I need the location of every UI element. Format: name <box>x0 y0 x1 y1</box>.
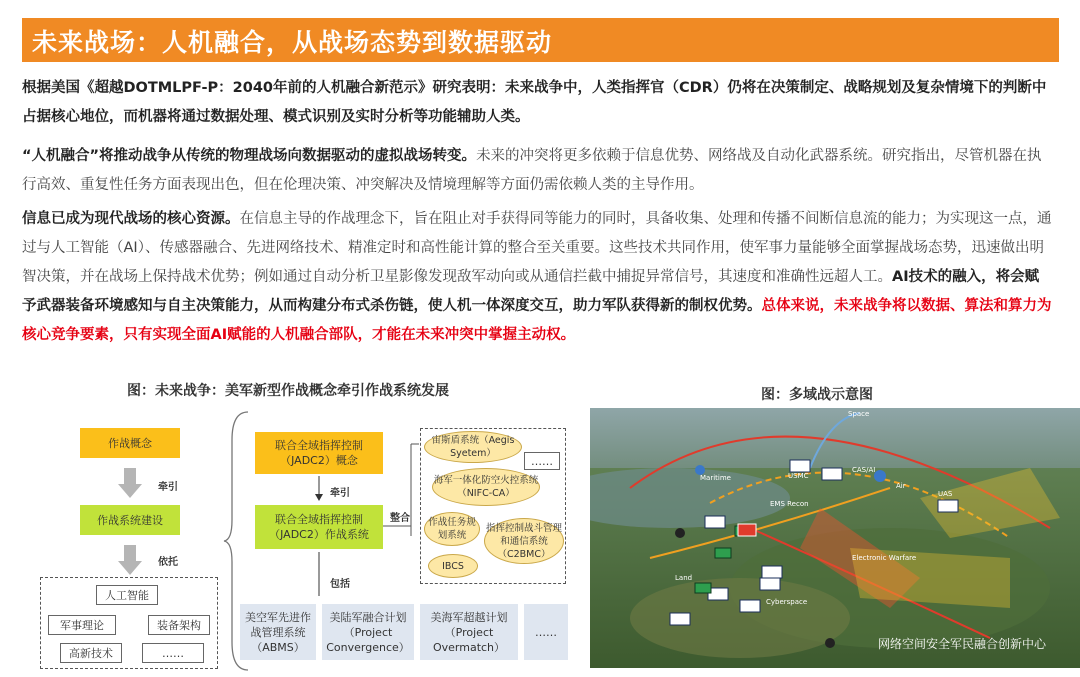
paragraph-3-bold-1: 信息已成为现代战场的核心资源。 <box>22 211 240 227</box>
box-concept: 作战概念 <box>80 428 180 458</box>
box-dots-1: …… <box>142 643 204 663</box>
svg-text:Land: Land <box>675 574 693 582</box>
svg-text:UAS: UAS <box>938 490 953 498</box>
svg-text:USMC: USMC <box>788 472 809 480</box>
box-hightech: 高新技术 <box>60 643 122 663</box>
svg-text:EMS Recon: EMS Recon <box>770 500 809 508</box>
arrow-down-icon <box>118 545 142 577</box>
ellipse-ibcs: IBCS <box>428 554 478 578</box>
box-convergence: 美陆军融合计划（Project Convergence） <box>322 604 414 660</box>
label-include: 包括 <box>330 579 350 590</box>
label-integrate: 整合 <box>390 513 410 524</box>
box-mil-theory: 军事理论 <box>48 615 116 635</box>
title-bar <box>22 18 1059 62</box>
box-system-build: 作战系统建设 <box>80 505 180 535</box>
ellipse-c2bmc: 指挥控制战斗管理和通信系统（C2BMC） <box>484 518 564 564</box>
page-title: 未来战场：人机融合，从战场态势到数据驱动 <box>32 28 553 57</box>
svg-text:Electronic Warfare: Electronic Warfare <box>852 554 917 562</box>
arrow-down-icon <box>118 468 142 500</box>
connector-icon <box>383 440 423 540</box>
svg-text:Air: Air <box>896 482 906 490</box>
paragraph-3-red: 总体来说，未来战争将以数据、算法和算力为核心竞争要素，只有实现全面AI赋能的人机融合部队，才能在未来冲突中掌握主动权。 <box>22 298 1052 343</box>
svg-text:Cyberspace: Cyberspace <box>766 598 808 606</box>
ellipse-mission-plan: 作战任务规划系统 <box>424 512 480 546</box>
figure-left-title: 图：未来战争：美军新型作战概念牵引作战系统发展 <box>127 383 449 399</box>
paragraph-2-text: 未来的冲突将更多依赖于信息优势、网络战及自动化武器系统。研究指出，尽管机器在执行高效、重复性任务方面表现出色，但在伦理决策、冲突解决及情境理解等方面仍需依赖人类的主导作用。 <box>22 148 1042 193</box>
label-rely: 依托 <box>158 557 178 568</box>
arrow-line-icon <box>312 476 326 502</box>
paragraph-2-bold: “人机融合”将推动战争从传统的物理战场向数据驱动的虚拟战场转变。 <box>22 148 477 164</box>
box-jadc2-system: 联合全域指挥控制（JADC2）作战系统 <box>255 505 383 549</box>
map-image <box>590 408 1080 668</box>
label-pull-2: 牵引 <box>330 488 350 499</box>
multidomain-map <box>590 408 1080 668</box>
svg-text:Space: Space <box>848 410 870 418</box>
svg-text:CAS/AI: CAS/AI <box>852 466 876 474</box>
paragraph-2 <box>22 142 1052 200</box>
box-equip: 装备架构 <box>148 615 210 635</box>
box-dots-2: …… <box>524 452 560 470</box>
paragraph-1-bold: 根据美国《超越DOTMLPF-P：2040年前的人机融合新范示》研究表明：未来战争中，人类指挥官（CDR）仍将在决策制定、战略规划及复杂情境下的判断中占据核心地位，而机器将通过数据处理、模式识别及实时分析等功能辅助人类。 <box>22 80 1047 125</box>
paragraph-3-text-1: 在信息主导的作战理念下，旨在阻止对手获得同等能力的同时，具备收集、处理和传播不间断信息流的能力；为实现这一点，通过与人工智能（AI）、传感器融合、先进网络技术、精准定时和高性能计算的整合至关重要。这些技术共同作用，使军事力量能够全面掌握战场态势，迅速做出明智决策，并在战场上保持战术优势；例如通过自动分析卫星影像发现敌军动向或从通信拦截中捕捉异常信号，其速度和准确性远超人工。 <box>22 211 1052 285</box>
arrow-line-icon <box>312 552 326 600</box>
ellipse-aegis: 宙斯盾系统（Aegis Syetem） <box>424 431 522 463</box>
box-abms: 美空军先进作战管理系统（ABMS） <box>240 604 316 660</box>
box-dots-3: …… <box>524 604 568 660</box>
label-pull-1: 牵引 <box>158 482 178 493</box>
svg-text:Maritime: Maritime <box>700 474 731 482</box>
watermark: 网络空间安全军民融合创新中心 <box>878 637 1047 651</box>
figure-right-title: 图：多域战示意图 <box>761 387 873 403</box>
box-jadc2-concept: 联合全域指挥控制（JADC2）概念 <box>255 432 383 474</box>
box-ai: 人工智能 <box>96 585 158 605</box>
paragraph-3-bold-2: AI技术的融入，将会赋予武器装备环境感知与自主决策能力，从而构建分布式杀伤链，使人机一体深度交互，助力军队获得新的制权优势。 <box>22 269 1040 314</box>
paragraph-3 <box>22 205 1052 350</box>
ellipse-nifc: 海军一体化防空火控系统（NIFC-CA） <box>432 468 540 506</box>
paragraph-1 <box>22 74 1052 132</box>
box-overmatch: 美海军超越计划（Project Overmatch） <box>420 604 518 660</box>
